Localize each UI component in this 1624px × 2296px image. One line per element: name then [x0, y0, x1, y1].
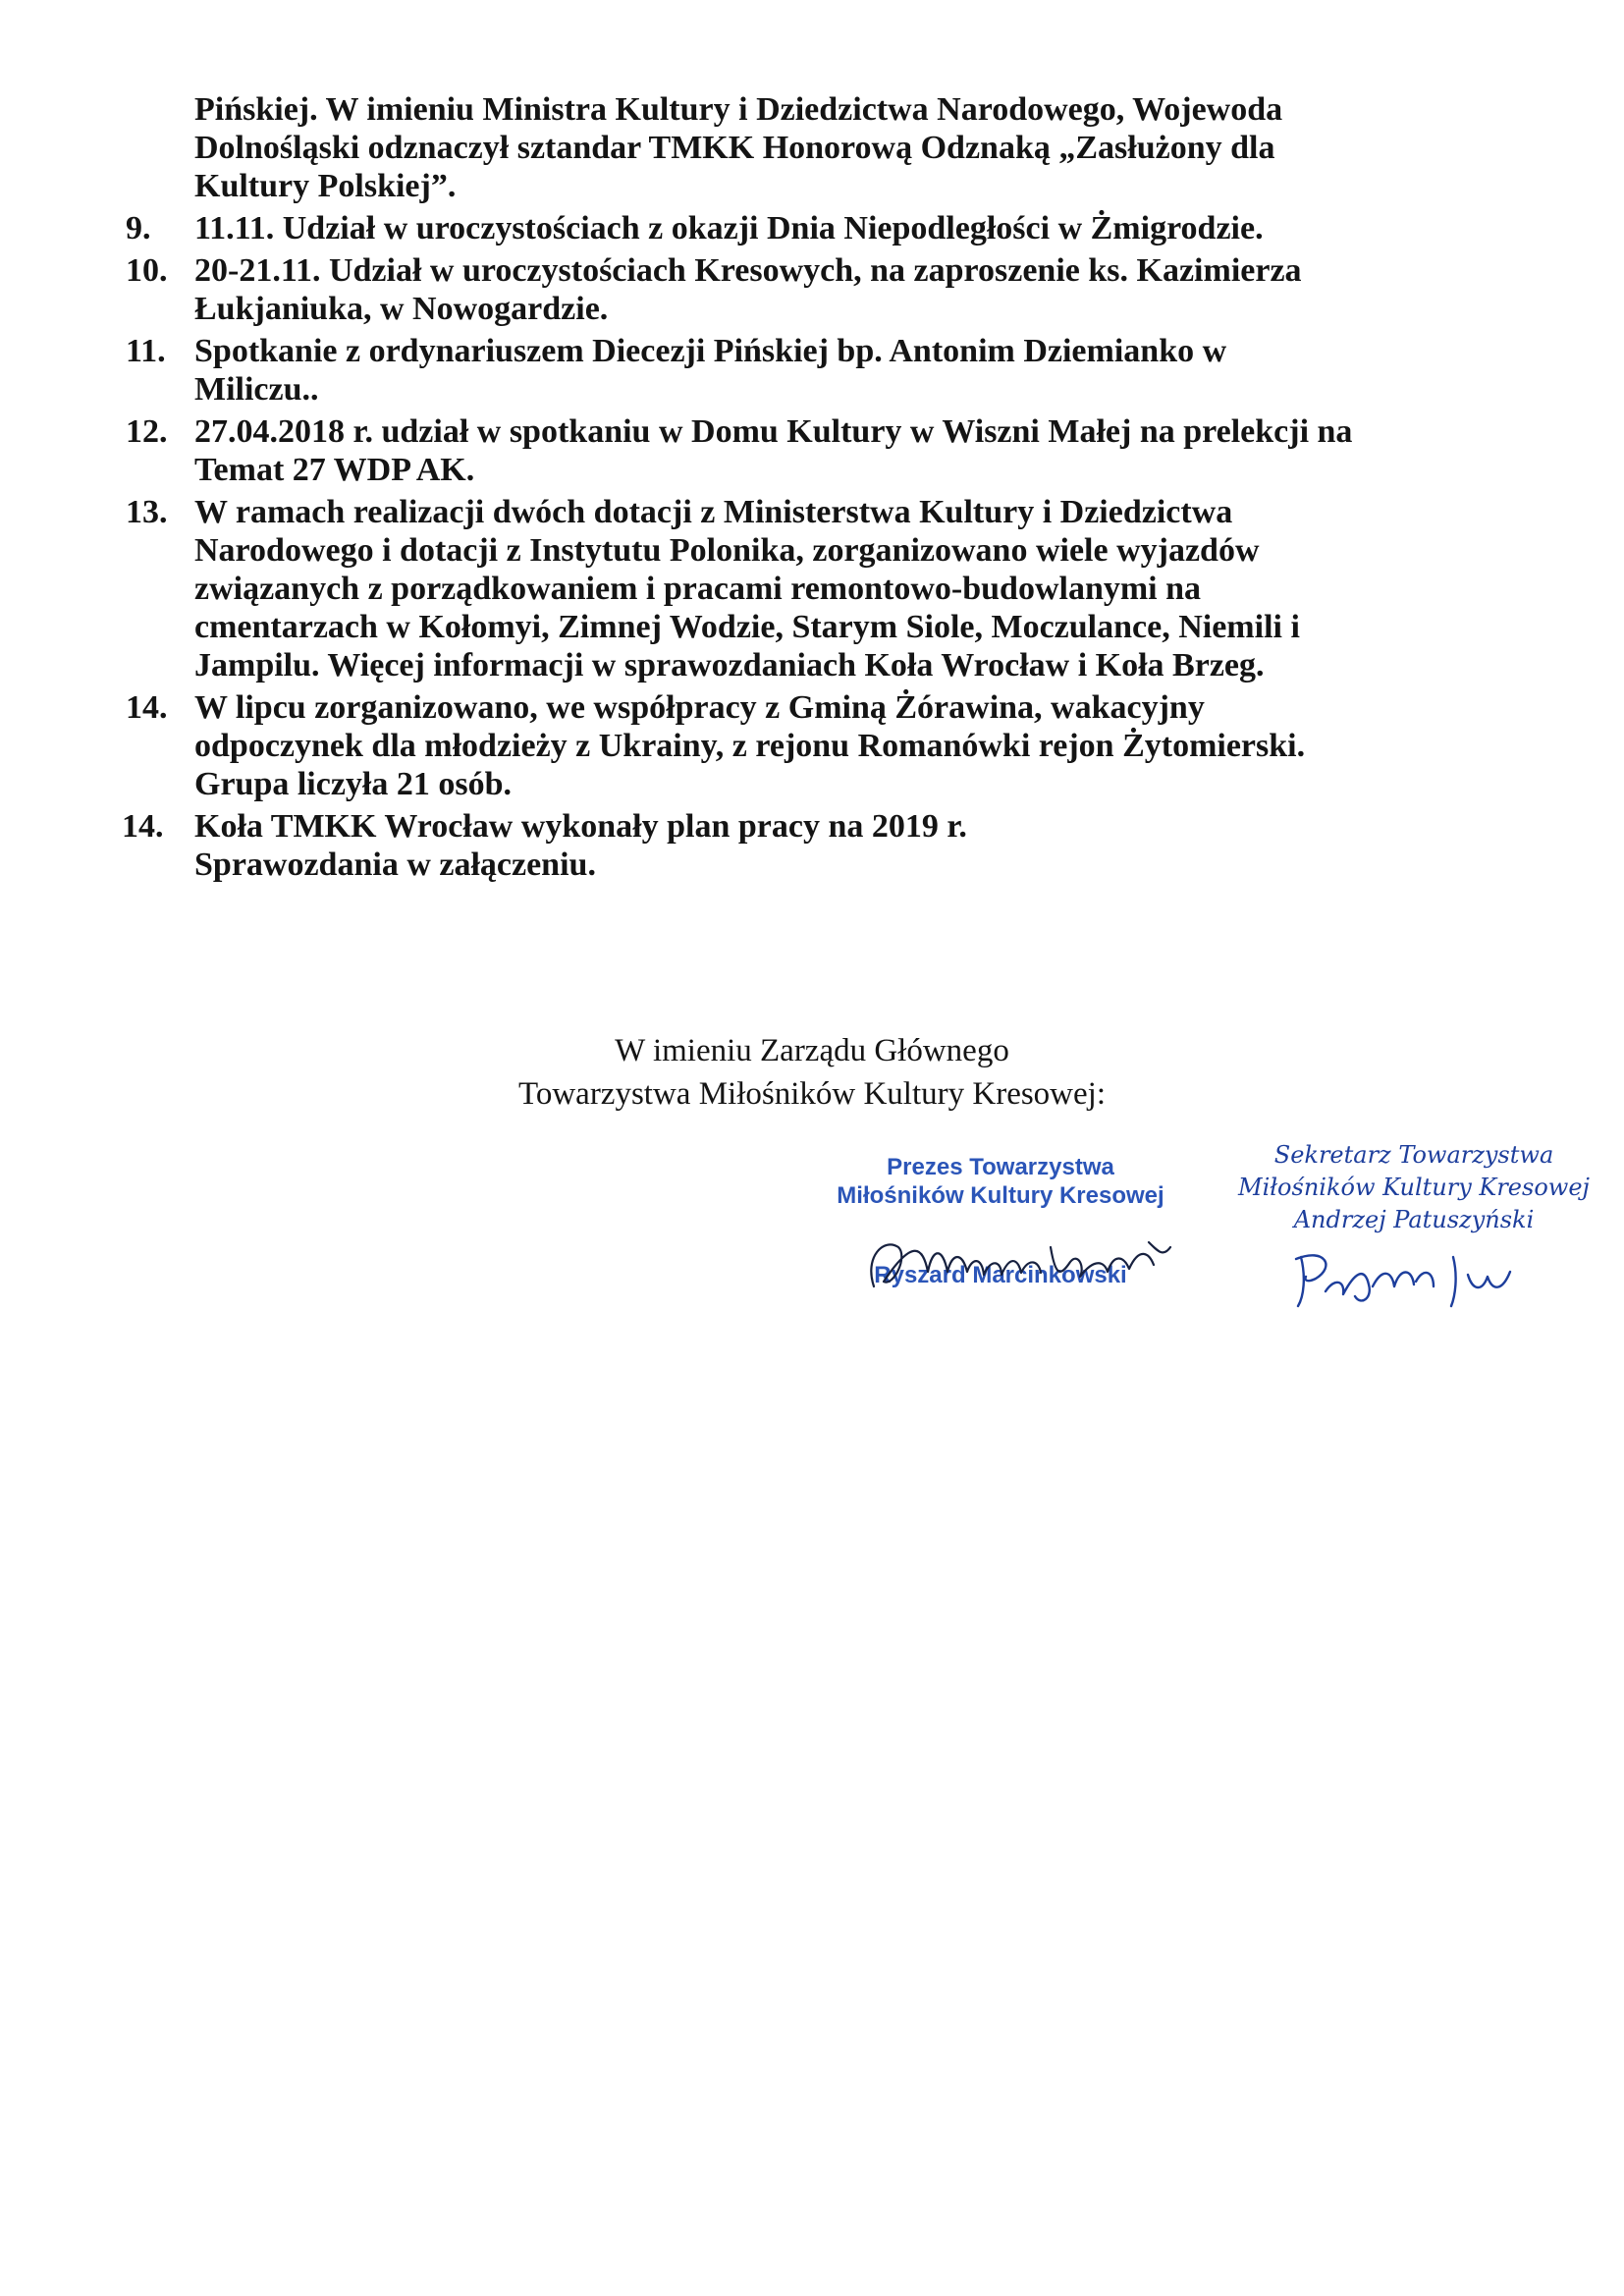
stamp-name: Ryszard Marcinkowski	[874, 1262, 1127, 1288]
item-number: 13.	[126, 494, 168, 530]
item-text-line: Miliczu..	[194, 371, 319, 408]
item-number: 12.	[126, 413, 168, 450]
item-number: 14.	[126, 689, 168, 726]
activity-list	[122, 90, 1559, 888]
item-text-line: 11.11. Udział w uroczystościach z okazji Dnia Niepodległości w Żmigrodzie.	[194, 210, 1264, 246]
item-text-line: związanych z porządkowaniem i pracami remontowo-budowlanymi na	[194, 571, 1202, 607]
stamp-line: Miłośników Kultury Kresowej	[837, 1182, 1164, 1209]
list-item	[126, 90, 1559, 205]
list-item	[126, 412, 1559, 489]
list-item	[126, 493, 1559, 684]
list-item	[126, 332, 1559, 409]
list-item	[126, 688, 1559, 803]
item-text-line: Pińskiej. W imieniu Ministra Kultury i Dziedzictwa Narodowego, Wojewoda	[194, 91, 1283, 128]
item-number: 14.	[122, 808, 164, 845]
stamp-line: Sekretarz Towarzystwa	[1273, 1141, 1554, 1169]
item-text-line: Grupa liczyła 21 osób.	[194, 766, 513, 802]
stamp-line: Miłośników Kultury Kresowej	[1238, 1174, 1590, 1201]
item-text-line: Narodowego i dotacji z Instytutu Polonika, zorganizowano wiele wyjazdów	[194, 532, 1260, 569]
secretary-signature	[1286, 1237, 1542, 1316]
president-stamp	[809, 1153, 1192, 1288]
item-text-line: 27.04.2018 r. udział w spotkaniu w Domu Kultury w Wiszni Małej na prelekcji na	[194, 413, 1353, 450]
list-item	[122, 807, 1559, 884]
list-item	[126, 251, 1559, 328]
closing-line: Towarzystwa Miłośników Kultury Kresowej:	[517, 1076, 1106, 1112]
item-text-line: Temat 27 WDP AK.	[194, 452, 475, 488]
item-number: 9.	[126, 210, 151, 246]
item-text-line: Łukjaniuka, w Nowogardzie.	[194, 291, 609, 327]
item-text-line: Jampilu. Więcej informacji w sprawozdaniach Koła Wrocław i Koła Brzeg.	[194, 647, 1265, 683]
item-number: 10.	[126, 252, 168, 289]
item-text-line: Koła TMKK Wrocław wykonały plan pracy na 2019 r.	[194, 808, 967, 845]
stamp-line: Andrzej Patuszyński	[1293, 1206, 1535, 1233]
item-text-line: W lipcu zorganizowano, we współpracy z Gminą Żórawina, wakacyjny	[194, 689, 1205, 726]
closing-line: W imieniu Zarządu Głównego	[615, 1033, 1009, 1068]
item-text-line: Spotkanie z ordynariuszem Diecezji Pińskiej bp. Antonim Dziemianko w	[194, 333, 1227, 369]
item-text-line: Dolnośląski odznaczył sztandar TMKK Honorową Odznaką „Zasłużony dla	[194, 130, 1275, 166]
item-text-line: odpoczynek dla młodzieży z Ukrainy, z rejonu Romanówki rejon Żytomierski.	[194, 728, 1306, 764]
item-text-line: Kultury Polskiej”.	[194, 168, 457, 204]
president-signature	[854, 1218, 1188, 1306]
item-number: 11.	[126, 333, 166, 369]
item-text-line: Sprawozdania w załączeniu.	[194, 847, 596, 883]
item-text-line: cmentarzach w Kołomyi, Zimnej Wodzie, Starym Siole, Moczulance, Niemili i	[194, 609, 1300, 645]
closing-block	[0, 1029, 1624, 1116]
item-text-line: 20-21.11. Udział w uroczystościach Kresowych, na zaproszenie ks. Kazimierza	[194, 252, 1302, 289]
secretary-stamp	[1227, 1139, 1600, 1236]
list-item	[126, 209, 1559, 247]
stamp-line: Prezes Towarzystwa	[887, 1154, 1114, 1180]
item-text-line: W ramach realizacji dwóch dotacji z Ministerstwa Kultury i Dziedzictwa	[194, 494, 1233, 530]
